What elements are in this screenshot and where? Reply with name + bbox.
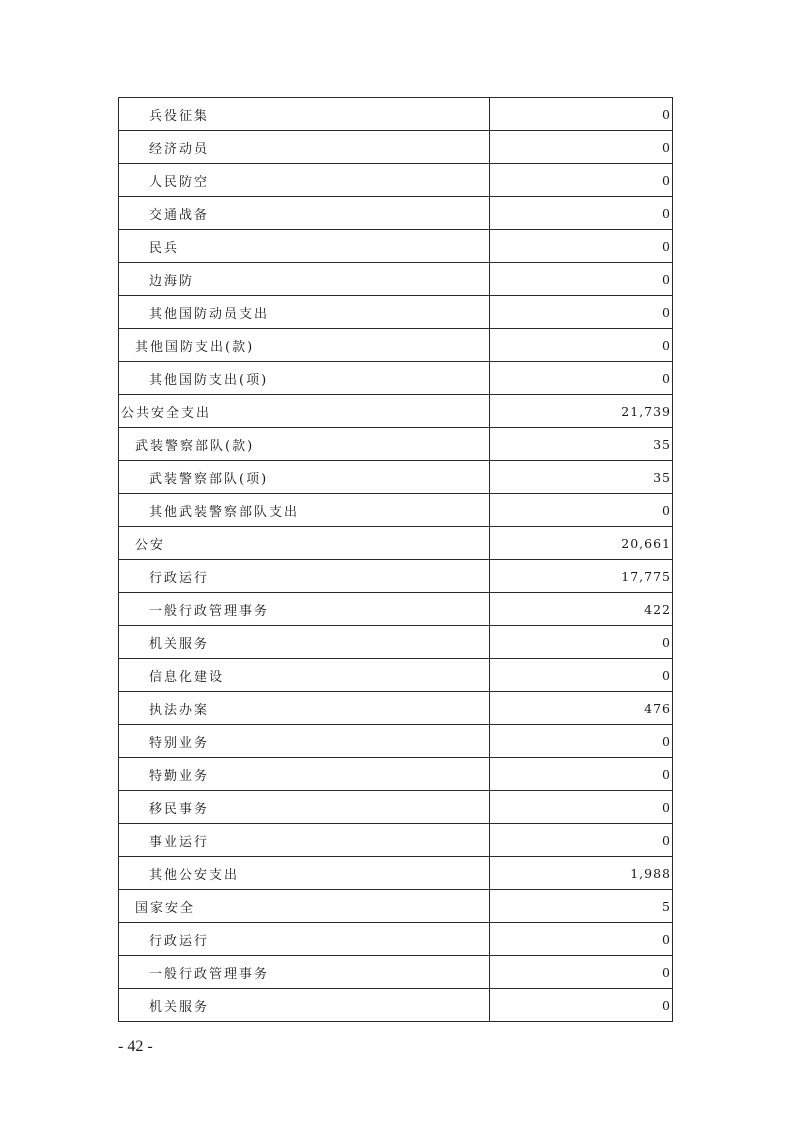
row-item-name: 特别业务 [119,725,490,758]
budget-table [118,97,673,1022]
row-item-name: 国家安全 [119,890,490,923]
row-item-name: 行政运行 [119,923,490,956]
table-row [119,857,673,890]
row-item-name: 人民防空 [119,164,490,197]
row-item-value: 1,988 [490,857,673,890]
row-item-name: 移民事务 [119,791,490,824]
table-row [119,989,673,1022]
row-item-value: 0 [490,923,673,956]
row-item-value: 0 [490,230,673,263]
table-row [119,263,673,296]
row-item-name: 事业运行 [119,824,490,857]
row-item-value: 0 [490,494,673,527]
table-row [119,758,673,791]
table-row [119,824,673,857]
table-row [119,692,673,725]
table-row [119,725,673,758]
table-row [119,428,673,461]
row-item-name: 执法办案 [119,692,490,725]
row-item-name: 公安 [119,527,490,560]
row-item-name: 特勤业务 [119,758,490,791]
row-item-value: 0 [490,263,673,296]
table-row [119,923,673,956]
row-item-value: 0 [490,329,673,362]
row-item-value: 17,775 [490,560,673,593]
row-item-value: 422 [490,593,673,626]
table-row [119,659,673,692]
table-row [119,461,673,494]
row-item-value: 5 [490,890,673,923]
table-row [119,527,673,560]
row-item-value: 0 [490,131,673,164]
table-row [119,296,673,329]
row-item-name: 一般行政管理事务 [119,956,490,989]
row-item-value: 21,739 [490,395,673,428]
row-item-name: 其他国防动员支出 [119,296,490,329]
table-row [119,131,673,164]
row-item-value: 0 [490,659,673,692]
row-item-name: 交通战备 [119,197,490,230]
row-item-value: 35 [490,461,673,494]
row-item-name: 兵役征集 [119,98,490,131]
table-row [119,395,673,428]
row-item-name: 其他国防支出(项) [119,362,490,395]
row-item-name: 其他国防支出(款) [119,329,490,362]
row-item-name: 公共安全支出 [119,395,490,428]
row-item-value: 0 [490,362,673,395]
row-item-name: 一般行政管理事务 [119,593,490,626]
row-item-name: 经济动员 [119,131,490,164]
row-item-value: 0 [490,164,673,197]
table-row [119,890,673,923]
table-row [119,164,673,197]
table-row [119,98,673,131]
table-row [119,494,673,527]
table-row [119,956,673,989]
table-row [119,560,673,593]
row-item-value: 0 [490,758,673,791]
row-item-value: 0 [490,956,673,989]
row-item-name: 边海防 [119,263,490,296]
row-item-value: 0 [490,626,673,659]
row-item-value: 35 [490,428,673,461]
table-row [119,593,673,626]
table-body [119,98,673,1022]
row-item-name: 其他武装警察部队支出 [119,494,490,527]
row-item-value: 20,661 [490,527,673,560]
table-row [119,329,673,362]
row-item-value: 476 [490,692,673,725]
row-item-name: 信息化建设 [119,659,490,692]
table-row [119,197,673,230]
row-item-name: 机关服务 [119,626,490,659]
row-item-name: 武装警察部队(款) [119,428,490,461]
row-item-value: 0 [490,791,673,824]
row-item-value: 0 [490,296,673,329]
row-item-name: 机关服务 [119,989,490,1022]
table-row [119,230,673,263]
row-item-value: 0 [490,725,673,758]
row-item-value: 0 [490,824,673,857]
page-number: - 42 - [118,1038,153,1055]
row-item-value: 0 [490,98,673,131]
table-row [119,362,673,395]
row-item-name: 民兵 [119,230,490,263]
row-item-name: 武装警察部队(项) [119,461,490,494]
table-row [119,626,673,659]
row-item-name: 行政运行 [119,560,490,593]
row-item-value: 0 [490,989,673,1022]
row-item-name: 其他公安支出 [119,857,490,890]
row-item-value: 0 [490,197,673,230]
table-row [119,791,673,824]
